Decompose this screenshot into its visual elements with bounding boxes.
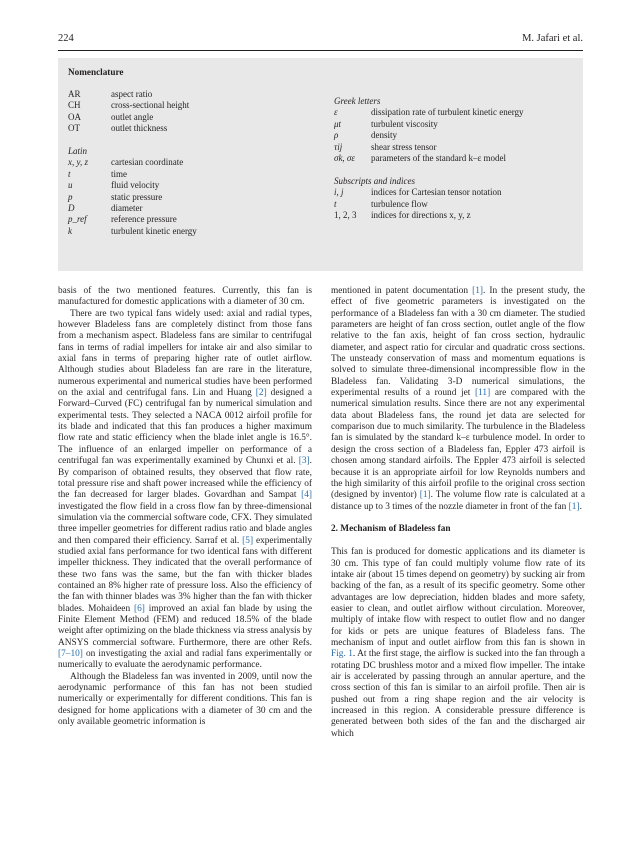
citation-link[interactable]: [2] [255, 388, 267, 399]
citation-link[interactable]: [5] [242, 535, 254, 546]
citation-link[interactable]: [1] [419, 490, 431, 501]
latin-heading: Latin [68, 145, 88, 156]
subscripts-heading: Subscripts and indices [334, 175, 415, 186]
running-authors: M. Jafari et al. [522, 33, 583, 44]
nomenclature-entry: D diameter [68, 202, 143, 213]
nomenclature-entry: OA outlet angle [68, 111, 154, 122]
citation-link[interactable]: [6] [134, 603, 145, 614]
citation-link[interactable]: [4] [301, 490, 312, 501]
nomenclature-entry: u fluid velocity [68, 180, 160, 191]
paragraph: basis of the two mentioned features. Currently, this fan is manufactured for domestic applications with a diameter of 30 cm. [58, 286, 312, 308]
nomenclature-entry: ε dissipation rate of turbulent kinetic energy [334, 107, 524, 118]
citation-link[interactable]: [1] [472, 286, 484, 296]
nomenclature-entry: 1, 2, 3 indices for directions x, y, z [334, 209, 471, 220]
nomenclature-box [58, 58, 583, 271]
paragraph: mentioned in patent documentation [1]. In the present study, the effect of five geometric parameters is investigated on the performance of a Bladeless fan with a 30 cm diameter. The studied parameters are height of fan cross section, outlet angle of the flow relative to the fan axis, height of fan cross section, hydraulic diameter, and aspect ratio for circular and quadratic cross sections. The unsteady conservation of mass and momentum equations is solved to simulate three-dimensional incompressible flow in the Bladeless fan. Validating 3-D numerical simulations, the experimental results of a round jet [11] are compared with the numerical simulation results. Since there are not any experimental data about Bladeless fans, the round jet data are selected for comparison due to much similarity. The turbulence in the Bladeless fan is simulated by the standard k–ε turbulence model. In order to design the cross section of a Bladeless fan, Eppler 473 airfoil is chosen among standard airfoils. The Eppler 473 airfoil is selected because it is an appropriate airfoil for low Reynolds numbers and the high similarity of this airfoil profile to the original cross section (designed by inventor) [1]. The volume flow rate is calculated at a distance up to 3 times of the nozzle diameter in front of the fan [1]. [331, 286, 585, 512]
nomenclature-entry: AR aspect ratio [68, 89, 153, 99]
nomenclature-entry: x, y, z cartesian coordinate [68, 157, 184, 168]
nomenclature-entry: σk, σε parameters of the standard k–ε model [334, 152, 506, 163]
right-text-column [331, 286, 585, 740]
nomenclature-entry: p static pressure [68, 191, 163, 202]
section-heading: 2. Mechanism of Bladeless fan [331, 523, 451, 534]
nomenclature-entry: i, j indices for Cartesian tensor notation [334, 187, 502, 198]
figure-link[interactable]: Fig. 1 [331, 649, 353, 660]
paragraph: This fan is produced for domestic applications and its diameter is 30 cm. This type of fan could multiply volume flow rate of its intake air (about 15 times depend on geometry) by sucking air from backing of the fan, as a result of its specific geometry. Some other advantages are low depreciation, hidden blades and more safety, easier to clean, and outlet airflow without circulation. Moreover, multiply of intake flow with respect to outlet flow and no danger for kids or pets are unique features of Bladeless fans. The mechanism of input and outlet airflow from this fan is shown in Fig. 1. At the first stage, the airflow is sucked into the fan through a rotating DC brushless motor and a mixed flow impeller. The intake air is accelerated by passing through an annular aperture, and the cross section of this fan is similar to an airfoil profile. Then air is pushed out from a ring shape region and the air velocity is increased in this region. A considerable pressure difference is generated between both sides of the fan and the discharged air which [331, 547, 586, 739]
nomenclature-left-column [68, 89, 308, 237]
paragraph: There are two typical fans widely used: axial and radial types, however Bladeless fans are completely distinct from those fans from a mechanism aspect. Bladeless fans are similar to centrifugal fans in terms of radial impellers for intake air and also similar to axial fans in terms of preparing higher rate of outlet airflow. Although studies about Bladeless fan are rare in the literature, numerous experimental and numerical studies have been performed on the axial and centrifugal fans. Lin and Huang [2] designed a Forward–Curved (FC) centrifugal fan by numerical simulation and experimental tests. They selected a NACA 0012 airfoil profile for its blade and indicated that this fan produces a higher maximum flow rate and static efficiency when the blade inlet angle is 16.5°. The influence of an enlarged impeller on performance of a centrifugal fan was experimentally examined by Chunxi et al. [3]. By comparison of obtained results, they observed that flow rate, total pressure rise and shaft power increased while the efficiency of the fan decreased for larger blades. Govardhan and Sampat [4] investigated the flow field in a cross flow fan by three-dimensional simulation via the commercial software code, CFX. They simulated three impeller geometries for different radius ratio and blade angles and then compared their efficiency. Sarraf et al. [5] experimentally studied axial fans performance for two identical fans with different impeller thickness. They indicated that the overall performance of these two fans was the same, but the fan with thicker blades contained an 8% higher rate of pressure loss. Also the efficiency of the fan with thinner blades was 3% higher than the fan with thicker blades. Mohaideen [6] improved an axial fan blade by using the Finite Element Method (FEM) and reduced 18.5% of the blade weight after optimizing on the blade thickness via stress analysis by ANSYS commercial software. Furthermore, there are other Refs. [7–10] on investigating the axial and radial fans experimentally or numerically to evaluate the aerodynamic performance. [58, 308, 312, 671]
citation-link[interactable]: [11] [474, 388, 491, 399]
left-text-column [58, 286, 312, 728]
citation-link[interactable]: [1] [568, 501, 580, 512]
nomenclature-entry: t turbulence flow [334, 198, 428, 209]
nomenclature-entry: OT outlet thickness [68, 123, 168, 134]
nomenclature-right-column [334, 96, 579, 221]
nomenclature-entry: τij shear stress tensor [334, 141, 437, 152]
nomenclature-entry: k turbulent kinetic energy [68, 225, 197, 236]
running-header [58, 33, 583, 47]
nomenclature-entry: p_ref reference pressure [68, 214, 177, 225]
nomenclature-entry: ρ density [334, 130, 397, 141]
citation-link[interactable]: [3] [298, 456, 310, 467]
greek-heading: Greek letters [334, 96, 381, 106]
paragraph: Although the Bladeless fan was invented in 2009, until now the aerodynamic performance of this fan has not been studied numerically or experimentally for different conditions. This fan is designed for home applications with a diameter of 30 cm and the only available geometric information is [58, 671, 312, 728]
header-rule [58, 50, 583, 51]
nomenclature-entry: CH cross-sectional height [68, 100, 190, 111]
nomenclature-title: Nomenclature [68, 67, 124, 77]
nomenclature-entry: μt turbulent viscosity [334, 118, 438, 129]
nomenclature-entry: t time [68, 168, 127, 179]
citation-link[interactable]: [7–10] [58, 649, 83, 659]
page-number: 224 [58, 33, 74, 44]
